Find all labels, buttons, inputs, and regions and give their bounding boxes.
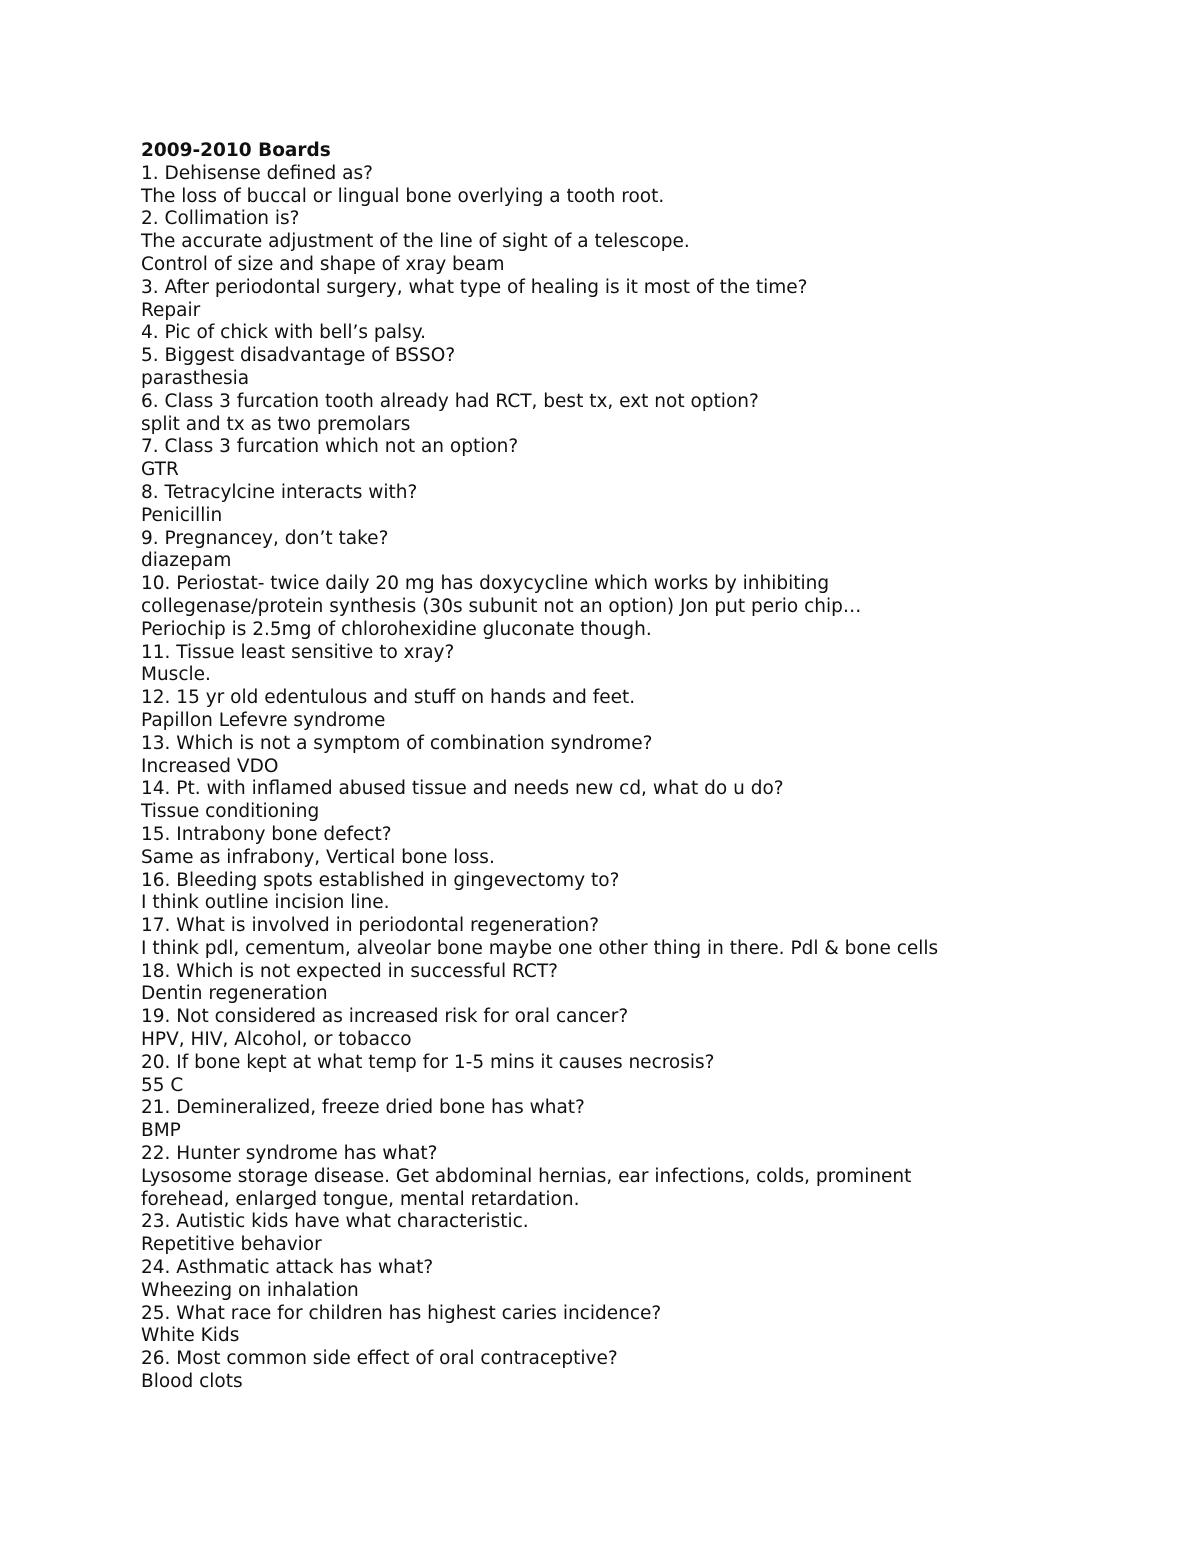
document-line: Tissue conditioning — [141, 801, 320, 823]
document-line: 15. Intrabony bone defect? — [141, 823, 392, 845]
document-line: Repair — [141, 299, 201, 321]
document-body — [141, 163, 1141, 1394]
document-line: Same as infrabony, Vertical bone loss. — [141, 846, 495, 868]
document-line: 19. Not considered as increased risk for oral cancer? — [141, 1006, 629, 1028]
document-line: diazepam — [141, 550, 232, 572]
document-line: 9. Pregnancey, don’t take? — [141, 527, 389, 549]
document-line: Periochip is 2.5mg of chlorohexidine gluconate though. — [141, 618, 652, 640]
document-line: 22. Hunter syndrome has what? — [141, 1143, 438, 1165]
document-line: 21. Demineralized, freeze dried bone has what? — [141, 1097, 585, 1119]
document-line: Dentin regeneration — [141, 983, 328, 1005]
document-line: 55 C — [141, 1074, 184, 1096]
document-line: 2. Collimation is? — [141, 208, 300, 230]
document-line: 14. Pt. with inflamed abused tissue and needs new cd, what do u do? — [141, 778, 784, 800]
document-line: 25. What race for children has highest caries incidence? — [141, 1302, 662, 1324]
document-line: parasthesia — [141, 367, 250, 389]
document-line: 4. Pic of chick with bell’s palsy. — [141, 322, 426, 344]
document-line: 17. What is involved in periodontal regeneration? — [141, 915, 600, 937]
document-line: 1. Dehisense defined as? — [141, 162, 373, 184]
document-line: 24. Asthmatic attack has what? — [141, 1257, 434, 1279]
document-line: 8. Tetracylcine interacts with? — [141, 481, 418, 503]
document-line: 20. If bone kept at what temp for 1-5 mins it causes necrosis? — [141, 1051, 715, 1073]
document-line: split and tx as two premolars — [141, 413, 411, 435]
document-line: 16. Bleeding spots established in gingevectomy to? — [141, 869, 620, 891]
document-line: 5. Biggest disadvantage of BSSO? — [141, 345, 456, 367]
document-line: 23. Autistic kids have what characteristic. — [141, 1211, 529, 1233]
document-line: Penicillin — [141, 504, 223, 526]
document-line: 12. 15 yr old edentulous and stuff on hands and feet. — [141, 687, 636, 709]
document-line: Muscle. — [141, 664, 211, 686]
document-line: Control of size and shape of xray beam — [141, 253, 505, 275]
document-line: Wheezing on inhalation — [141, 1279, 359, 1301]
document-line: HPV, HIV, Alcohol, or tobacco — [141, 1029, 412, 1051]
document-line: Increased VDO — [141, 755, 279, 777]
document-line: 26. Most common side effect of oral contraceptive? — [141, 1348, 618, 1370]
document-line: forehead, enlarged tongue, mental retardation. — [141, 1188, 580, 1210]
document-line: 13. Which is not a symptom of combination syndrome? — [141, 732, 653, 754]
document-line: Blood clots — [141, 1371, 243, 1393]
document-line: 3. After periodontal surgery, what type of healing is it most of the time? — [141, 276, 808, 298]
document-line: 18. Which is not expected in successful RCT? — [141, 960, 558, 982]
document-title: 2009-2010 Boards — [141, 140, 331, 161]
document-line: 6. Class 3 furcation tooth already had RCT, best tx, ext not option? — [141, 390, 759, 412]
document-line: GTR — [141, 459, 179, 481]
document-line: The loss of buccal or lingual bone overlying a tooth root. — [141, 185, 665, 207]
document-line: White Kids — [141, 1325, 240, 1347]
document-line: I think outline incision line. — [141, 892, 390, 914]
document-line: collegenase/protein synthesis (30s subunit not an option) Jon put perio chip… — [141, 595, 862, 617]
document-line: 10. Periostat- twice daily 20 mg has doxycycline which works by inhibiting — [141, 573, 830, 595]
document-line: Repetitive behavior — [141, 1234, 322, 1256]
document-line: BMP — [141, 1120, 181, 1142]
document-line: The accurate adjustment of the line of sight of a telescope. — [141, 231, 690, 253]
document-line: Lysosome storage disease. Get abdominal hernias, ear infections, colds, prominent — [141, 1165, 912, 1187]
document-line: 11. Tissue least sensitive to xray? — [141, 641, 455, 663]
document-page — [141, 140, 1141, 1394]
document-line: 7. Class 3 furcation which not an option? — [141, 436, 519, 458]
document-line: I think pdl, cementum, alveolar bone maybe one other thing in there. Pdl & bone cells — [141, 937, 939, 959]
document-line: Papillon Lefevre syndrome — [141, 709, 386, 731]
